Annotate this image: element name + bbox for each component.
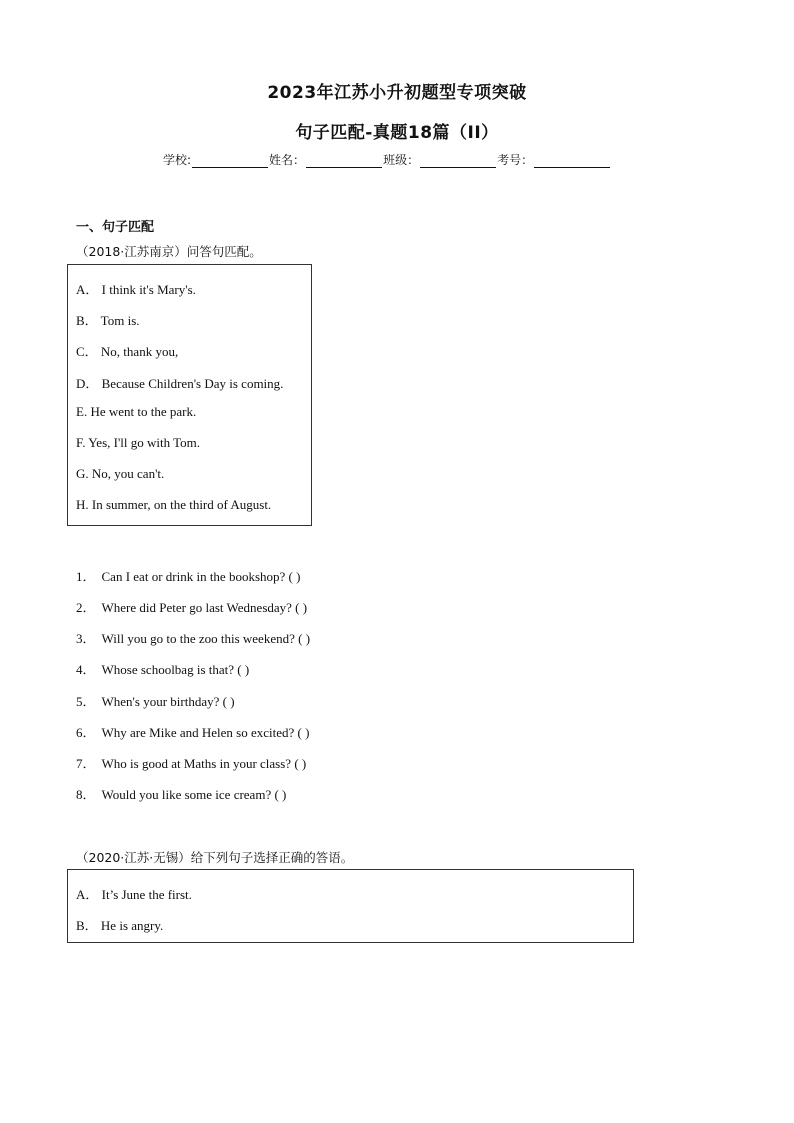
option-item: D． Because Children's Day is coming. — [76, 376, 284, 391]
name-label: 姓名： — [269, 153, 306, 167]
document-subtitle: 句子匹配-真题18篇（II） — [295, 123, 499, 143]
question-text: Where did Peter go last Wednesday? — [101, 600, 292, 615]
question-item — [76, 566, 300, 585]
question-source: （2020·江苏·无锡）给下列句子选择正确的答语。 — [76, 850, 354, 865]
option-item: B． Tom is. — [76, 313, 140, 328]
question-number: 6． — [76, 725, 96, 740]
question-source: （2018·江苏南京）问答句匹配。 — [76, 244, 262, 259]
question-text: Why are Mike and Helen so excited? — [101, 725, 295, 740]
answer-blank[interactable]: ( ) — [295, 600, 308, 615]
student-info-line — [163, 151, 611, 168]
option-item: H. In summer, on the third of August. — [76, 497, 272, 512]
question-item — [76, 628, 310, 647]
option-item: F. Yes, I'll go with Tom. — [76, 435, 201, 450]
question-item — [76, 659, 249, 678]
question-text: When's your birthday? — [101, 694, 220, 709]
question-number: 8． — [76, 787, 96, 802]
section-heading: 一、句子匹配 — [76, 220, 155, 235]
question-number: 5． — [76, 694, 96, 709]
exam-no-label: 考号： — [497, 153, 534, 167]
question-item — [76, 784, 286, 803]
question-text: Who is good at Maths in your class? — [101, 756, 292, 771]
answer-options-box — [67, 264, 312, 526]
school-blank[interactable] — [192, 154, 268, 168]
class-label: 班级： — [383, 153, 420, 167]
answer-options-box — [67, 869, 634, 943]
name-blank[interactable] — [306, 154, 382, 168]
answer-blank[interactable]: ( ) — [274, 787, 287, 802]
school-label: 学校: — [163, 153, 192, 167]
document-title: 2023年江苏小升初题型专项突破 — [267, 83, 527, 103]
question-number: 2． — [76, 600, 96, 615]
answer-blank[interactable]: ( ) — [222, 694, 235, 709]
question-number: 1． — [76, 569, 96, 584]
question-number: 3． — [76, 631, 96, 646]
option-item: E. He went to the park. — [76, 404, 197, 419]
question-text: Whose schoolbag is that? — [101, 662, 235, 677]
option-item: B． He is angry. — [76, 918, 164, 933]
exam-no-blank[interactable] — [534, 154, 610, 168]
question-item — [76, 597, 307, 616]
option-item: C． No, thank you, — [76, 344, 179, 359]
question-item — [76, 691, 235, 710]
answer-blank[interactable]: ( ) — [288, 569, 301, 584]
question-text: Will you go to the zoo this weekend? — [101, 631, 295, 646]
answer-blank[interactable]: ( ) — [297, 725, 310, 740]
option-item: G. No, you can't. — [76, 466, 165, 481]
option-item: A． It’s June the first. — [76, 887, 192, 902]
question-number: 7． — [76, 756, 96, 771]
question-number: 4． — [76, 662, 96, 677]
answer-blank[interactable]: ( ) — [298, 631, 311, 646]
option-item: A． I think it's Mary's. — [76, 282, 196, 297]
class-blank[interactable] — [420, 154, 496, 168]
question-text: Can I eat or drink in the bookshop? — [101, 569, 286, 584]
answer-blank[interactable]: ( ) — [294, 756, 307, 771]
answer-blank[interactable]: ( ) — [237, 662, 250, 677]
question-text: Would you like some ice cream? — [101, 787, 272, 802]
question-item — [76, 722, 309, 741]
question-item — [76, 753, 306, 772]
